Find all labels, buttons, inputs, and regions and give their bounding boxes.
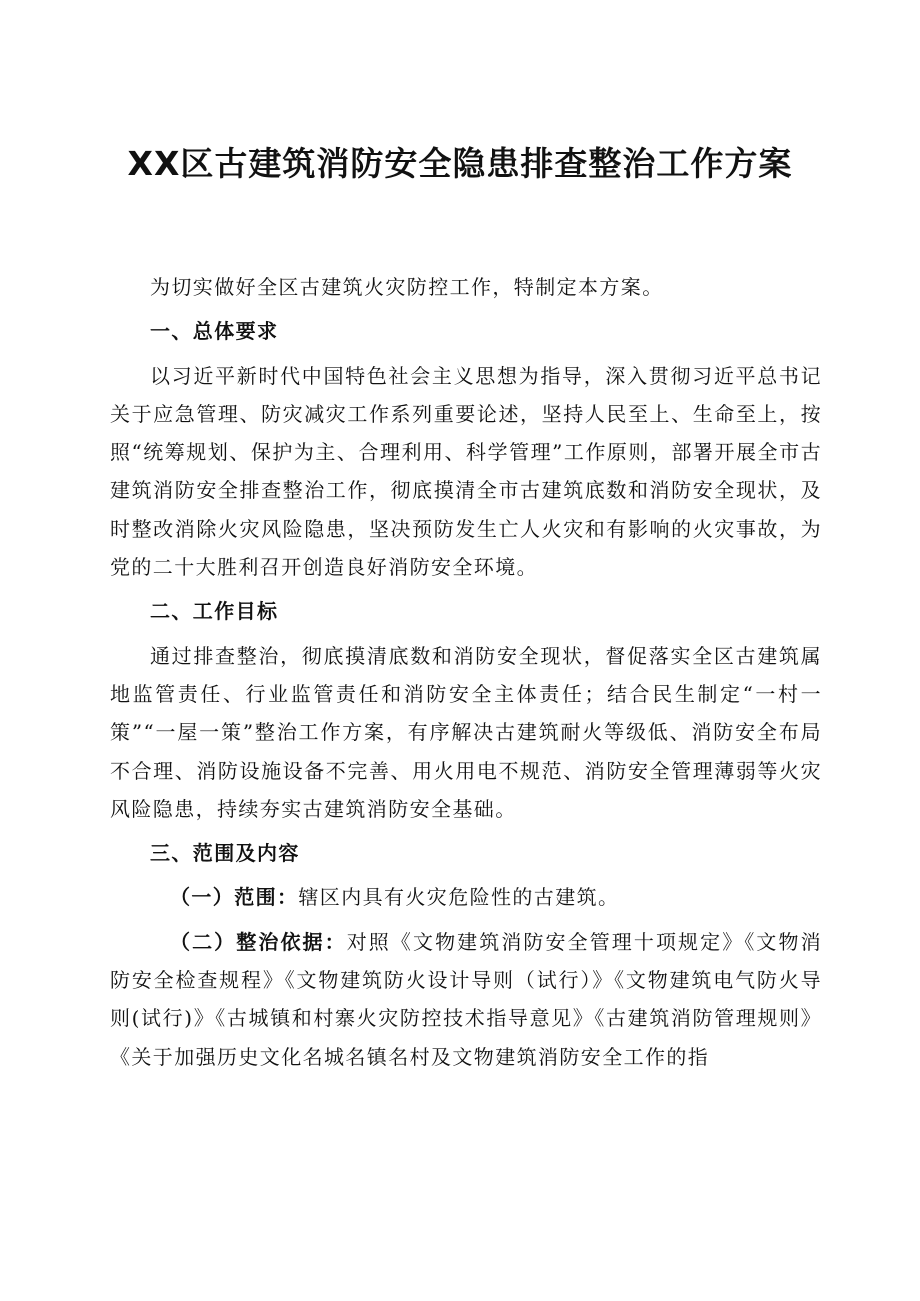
intro-paragraph: 为切实做好全区古建筑火灾防控工作，特制定本方案。 bbox=[150, 275, 664, 299]
section-paragraph-work-goals: 通过排查整治，彻底摸清底数和消防安全现状，督促落实全区古建筑属地监管责任、行业监管责任和消防安全主体责任；结合民生制定“一村一策”“一屋一策”整治工作方案，有序解决古建筑耐火等级低、消防安全布局不合理、消防设施设备不完善、用火用电不规范、消防安全管理薄弱等火灾风险隐患，持续夯实古建筑消防安全基础。 bbox=[110, 643, 822, 821]
scope-item-text: 辖区内具有火灾危险性的古建筑。 bbox=[298, 885, 620, 910]
basis-item bbox=[110, 923, 822, 1076]
scope-item bbox=[110, 878, 822, 916]
section-heading-scope-content: 三、范围及内容 bbox=[150, 841, 300, 866]
scope-item-label: （一）范围： bbox=[170, 885, 299, 910]
section-heading-general-requirements: 一、总体要求 bbox=[150, 319, 279, 344]
document-body bbox=[110, 268, 822, 1076]
section-paragraph-general-requirements: 以习近平新时代中国特色社会主义思想为指导，深入贯彻习近平总书记关于应急管理、防灾减灾工作系列重要论述，坚持人民至上、生命至上，按照“统筹规划、保护为主、合理利用、科学管理”工作原则，部署开展全市古建筑消防安全排查整治工作，彻底摸清全市古建筑底数和消防安全现状，及时整改消除火灾风险隐患，坚决预防发生亡人火灾和有影响的火灾事故，为党的二十大胜利召开创造良好消防安全环境。 bbox=[110, 363, 822, 580]
basis-item-label: （二）整治依据： bbox=[170, 929, 347, 954]
section-heading-work-goals: 二、工作目标 bbox=[150, 599, 279, 624]
basis-item-text: 对照《文物建筑消防安全管理十项规定》《文物消防安全检查规程》《文物建筑防火设计导则（试行）》《文物建筑电气防火导则(试行)》《古城镇和村寨火灾防控技术指导意见》《古建筑消防管理规则》《关于加强历史文化名城名镇名村及文物建筑消防安全工作的指 bbox=[110, 929, 822, 1069]
document-title: XX区古建筑消防安全隐患排查整治工作方案 bbox=[127, 144, 793, 183]
